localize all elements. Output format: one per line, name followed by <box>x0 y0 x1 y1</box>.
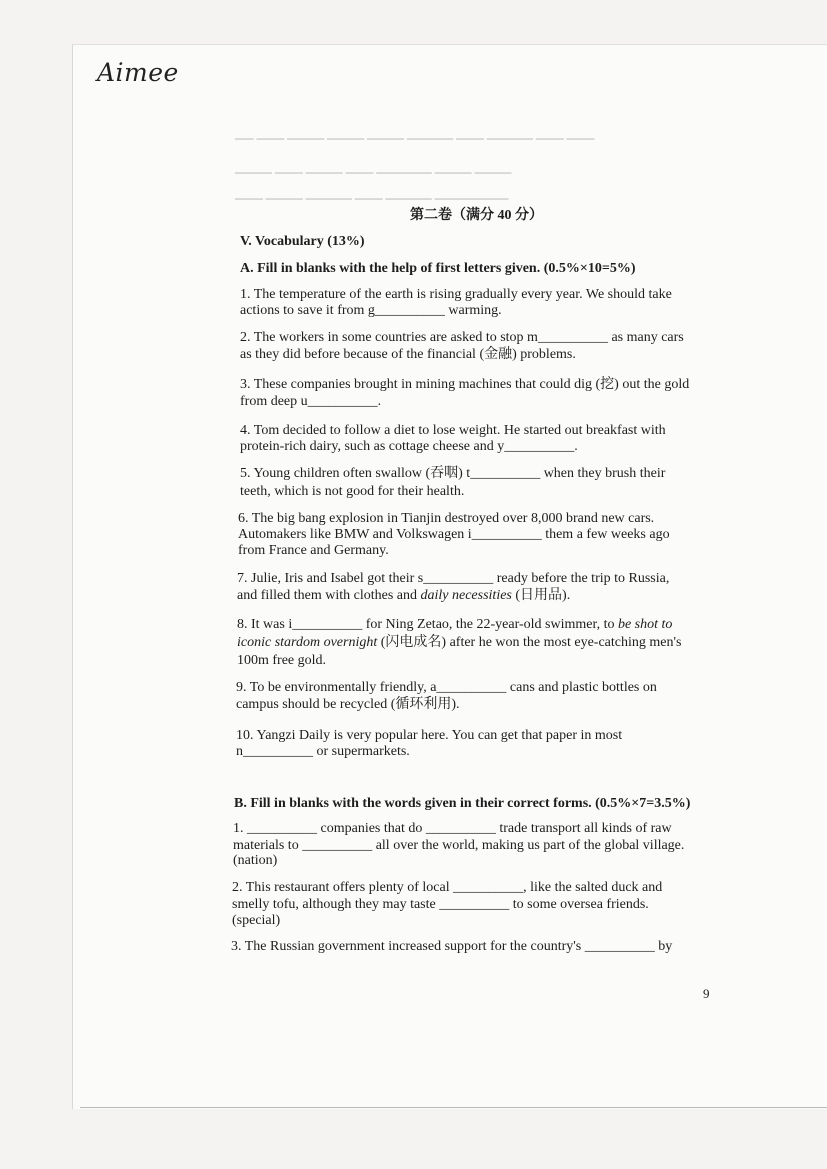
question-line: from deep u__________. <box>240 394 382 409</box>
part-a-heading: A. Fill in blanks with the help of first letters given. (0.5%×10=5%) <box>240 261 636 276</box>
question-line <box>237 635 681 651</box>
section-heading: V. Vocabulary (13%) <box>240 234 365 249</box>
show-through-text: ▁▁▁▁ ▁▁▁ ▁▁▁▁ ▁▁▁ ▁▁▁▁▁▁ ▁▁▁▁ ▁▁▁▁ <box>235 160 512 174</box>
question-line <box>237 617 672 633</box>
question-line: actions to save it from g__________ warming. <box>240 303 502 318</box>
question-line: 3. These companies brought in mining machines that could dig (挖) out the gold <box>240 377 690 392</box>
question-line: 1. The temperature of the earth is rising gradually every year. We should take <box>240 287 672 302</box>
page-number: 9 <box>703 986 710 1001</box>
question-line: (special) <box>232 913 281 928</box>
question-line: 1. __________ companies that do __________ trade transport all kinds of raw <box>233 821 672 836</box>
question-line: from France and Germany. <box>238 543 389 558</box>
question-line: campus should be recycled (循环利用). <box>236 697 460 712</box>
question-line <box>237 588 570 604</box>
question-line: 4. Tom decided to follow a diet to lose weight. He started out breakfast with <box>240 423 666 438</box>
line-text: and filled them with clothes and <box>237 588 421 603</box>
line-text: (日用品). <box>511 588 571 603</box>
question-line: 100m free gold. <box>237 653 327 668</box>
question-line: (nation) <box>233 853 278 868</box>
question-line: 2. This restaurant offers plenty of local __________, like the salted duck and <box>232 880 663 895</box>
question-line: n__________ or supermarkets. <box>236 744 410 759</box>
question-line: 3. The Russian government increased support for the country's __________ by <box>231 939 673 954</box>
question-line: Automakers like BMW and Volkswagen i__________ them a few weeks ago <box>238 527 670 542</box>
question-line: 2. The workers in some countries are asked to stop m__________ as many cars <box>240 330 684 345</box>
question-line: protein-rich dairy, such as cottage cheese and y__________. <box>240 439 578 454</box>
question-line: teeth, which is not good for their health. <box>240 484 465 499</box>
line-text: (闪电成名) after he won the most eye-catching men's <box>377 635 682 650</box>
question-line: materials to __________ all over the world, making us part of the global village. <box>233 838 685 853</box>
question-line: as they did before because of the financial (金融) problems. <box>240 347 576 362</box>
part-title: 第二卷（满分 40 分） <box>410 208 543 223</box>
italic-phrase: be shot to <box>617 617 673 632</box>
part-b-heading: B. Fill in blanks with the words given in their correct forms. (0.5%×7=3.5%) <box>234 796 691 811</box>
show-through-text: ▁▁▁ ▁▁▁▁ ▁▁▁▁▁ ▁▁▁ ▁▁▁▁▁ ▁▁▁▁▁▁▁▁ <box>235 186 509 200</box>
show-through-text: ▁▁ ▁▁▁ ▁▁▁▁ ▁▁▁▁ ▁▁▁▁ ▁▁▁▁▁ ▁▁▁ ▁▁▁▁▁ ▁▁▁ ▁▁▁ <box>235 126 595 140</box>
question-line: 7. Julie, Iris and Isabel got their s__________ ready before the trip to Russia, <box>237 571 670 586</box>
question-line: smelly tofu, although they may taste __________ to some oversea friends. <box>232 897 649 912</box>
question-line: 9. To be environmentally friendly, a__________ cans and plastic bottles on <box>236 680 657 695</box>
handwritten-signature: Aimee <box>97 58 179 87</box>
italic-phrase: daily necessities <box>420 588 512 603</box>
question-line: 6. The big bang explosion in Tianjin destroyed over 8,000 brand new cars. <box>238 511 655 526</box>
line-text: 8. It was i__________ for Ning Zetao, the 22-year-old swimmer, to <box>237 617 618 632</box>
question-line: 5. Young children often swallow (吞咽) t__________ when they brush their <box>240 466 666 481</box>
question-line: 10. Yangzi Daily is very popular here. You can get that paper in most <box>236 728 623 743</box>
italic-phrase: iconic stardom overnight <box>237 635 378 650</box>
